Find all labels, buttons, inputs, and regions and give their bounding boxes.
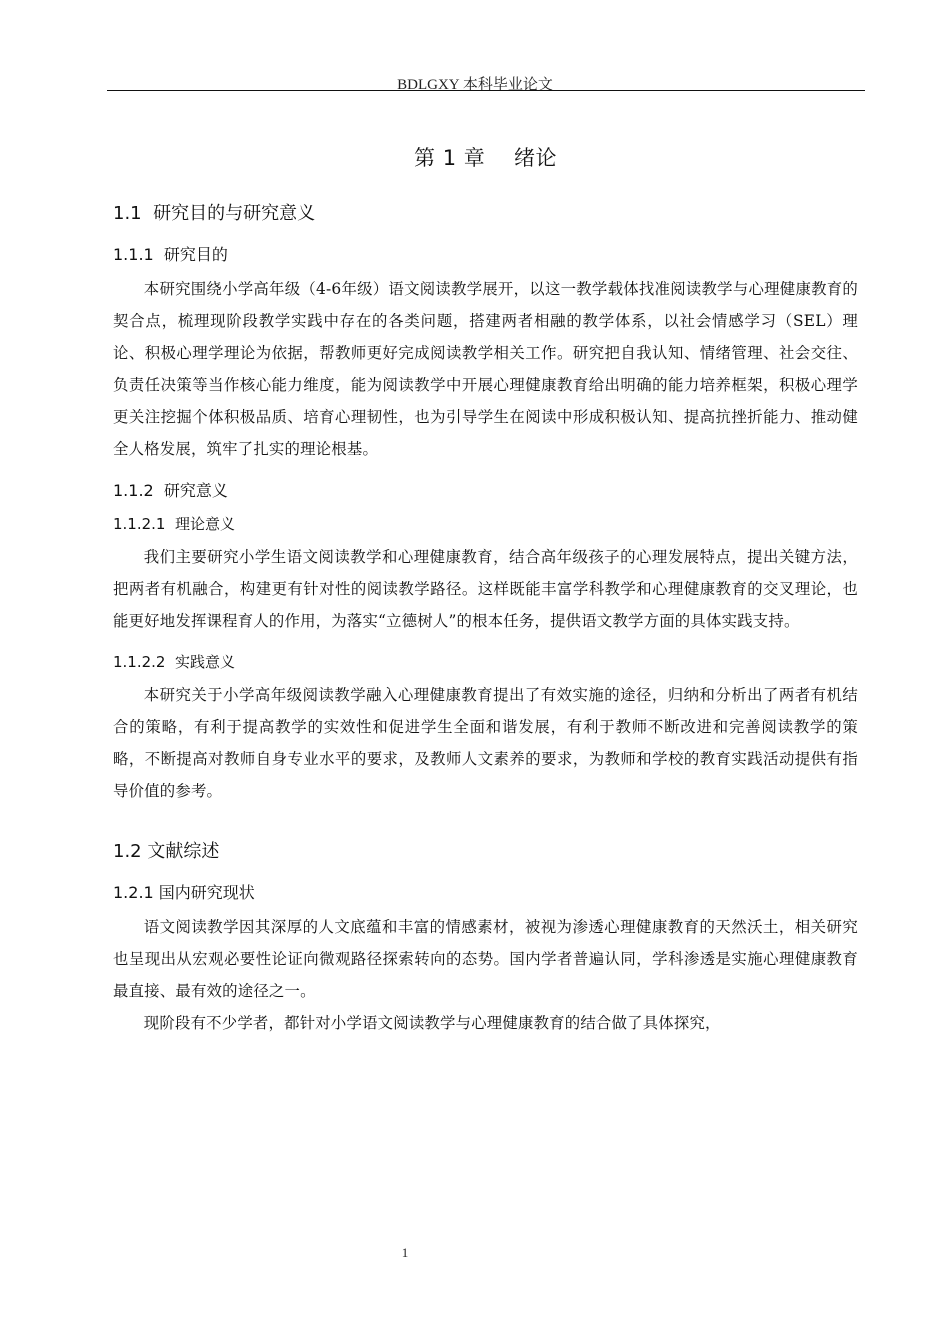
subsection-heading-1-1-1: 1.1.1 研究目的 xyxy=(113,245,228,264)
section-heading-1-1: 1.1 研究目的与研究意义 xyxy=(113,203,316,224)
header-divider xyxy=(107,90,865,91)
running-header: BDLGXY 本科毕业论文 xyxy=(397,77,553,93)
paragraph-research-purpose: 本研究围绕小学高年级（4-6年级）语文阅读教学展开，以这一教学载体找准阅读教学与心理健康教育的契合点，梳理现阶段教学实践中存在的各类问题，搭建两者相融的教学体系，以社会情感学习（SEL）理论、积极心理学理论为依据，帮教师更好完成阅读教学相关工作。研究把自我认知、情绪管理、社会交往、负责任决策等当作核心能力维度，能为阅读教学中开展心理健康教育给出明确的能力培养框架，积极心理学更关注挖掘个体积极品质、培育心理韧性，也为引导学生在阅读中形成积极认知、提高抗挫折能力、推动健全人格发展，筑牢了扎实的理论根基。 xyxy=(113,280,858,458)
subsubsection-heading-1-1-2-1: 1.1.2.1 理论意义 xyxy=(113,515,236,533)
paragraph-theoretical-significance: 我们主要研究小学生语文阅读教学和心理健康教育，结合高年级孩子的心理发展特点，提出关键方法，把两者有机融合，构建更有针对性的阅读教学路径。这样既能丰富学科教学和心理健康教育的交叉理论，也能更好地发挥课程育人的作用，为落实“立德树人”的根本任务，提供语文教学方面的具体实践支持。 xyxy=(113,548,858,630)
page-number: 1 xyxy=(401,1245,409,1260)
paragraph-domestic-research-1: 语文阅读教学因其深厚的人文底蕴和丰富的情感素材，被视为渗透心理健康教育的天然沃土，相关研究也呈现出从宏观必要性论证向微观路径探索转向的态势。国内学者普遍认同，学科渗透是实施心理健康教育最直接、最有效的途径之一。 xyxy=(113,918,858,1000)
paragraph-practical-significance: 本研究关于小学高年级阅读教学融入心理健康教育提出了有效实施的途径，归纳和分析出了两者有机结合的策略，有利于提高教学的实效性和促进学生全面和谐发展，有利于教师不断改进和完善阅读教学的策略，不断提高对教师自身专业水平的要求，及教师人文素养的要求，为教师和学校的教育实践活动提供有指导价值的参考。 xyxy=(113,686,858,800)
subsection-heading-1-2-1: 1.2.1 国内研究现状 xyxy=(113,883,255,902)
paragraph-domestic-research-2: 现阶段有不少学者，都针对小学语文阅读教学与心理健康教育的结合做了具体探究， xyxy=(143,1014,721,1032)
subsubsection-heading-1-1-2-2: 1.1.2.2 实践意义 xyxy=(113,653,236,671)
chapter-title: 第 1 章 绪论 xyxy=(414,146,557,170)
section-heading-1-2: 1.2 文献综述 xyxy=(113,841,220,862)
subsection-heading-1-1-2: 1.1.2 研究意义 xyxy=(113,481,228,500)
page-body xyxy=(113,143,858,1049)
